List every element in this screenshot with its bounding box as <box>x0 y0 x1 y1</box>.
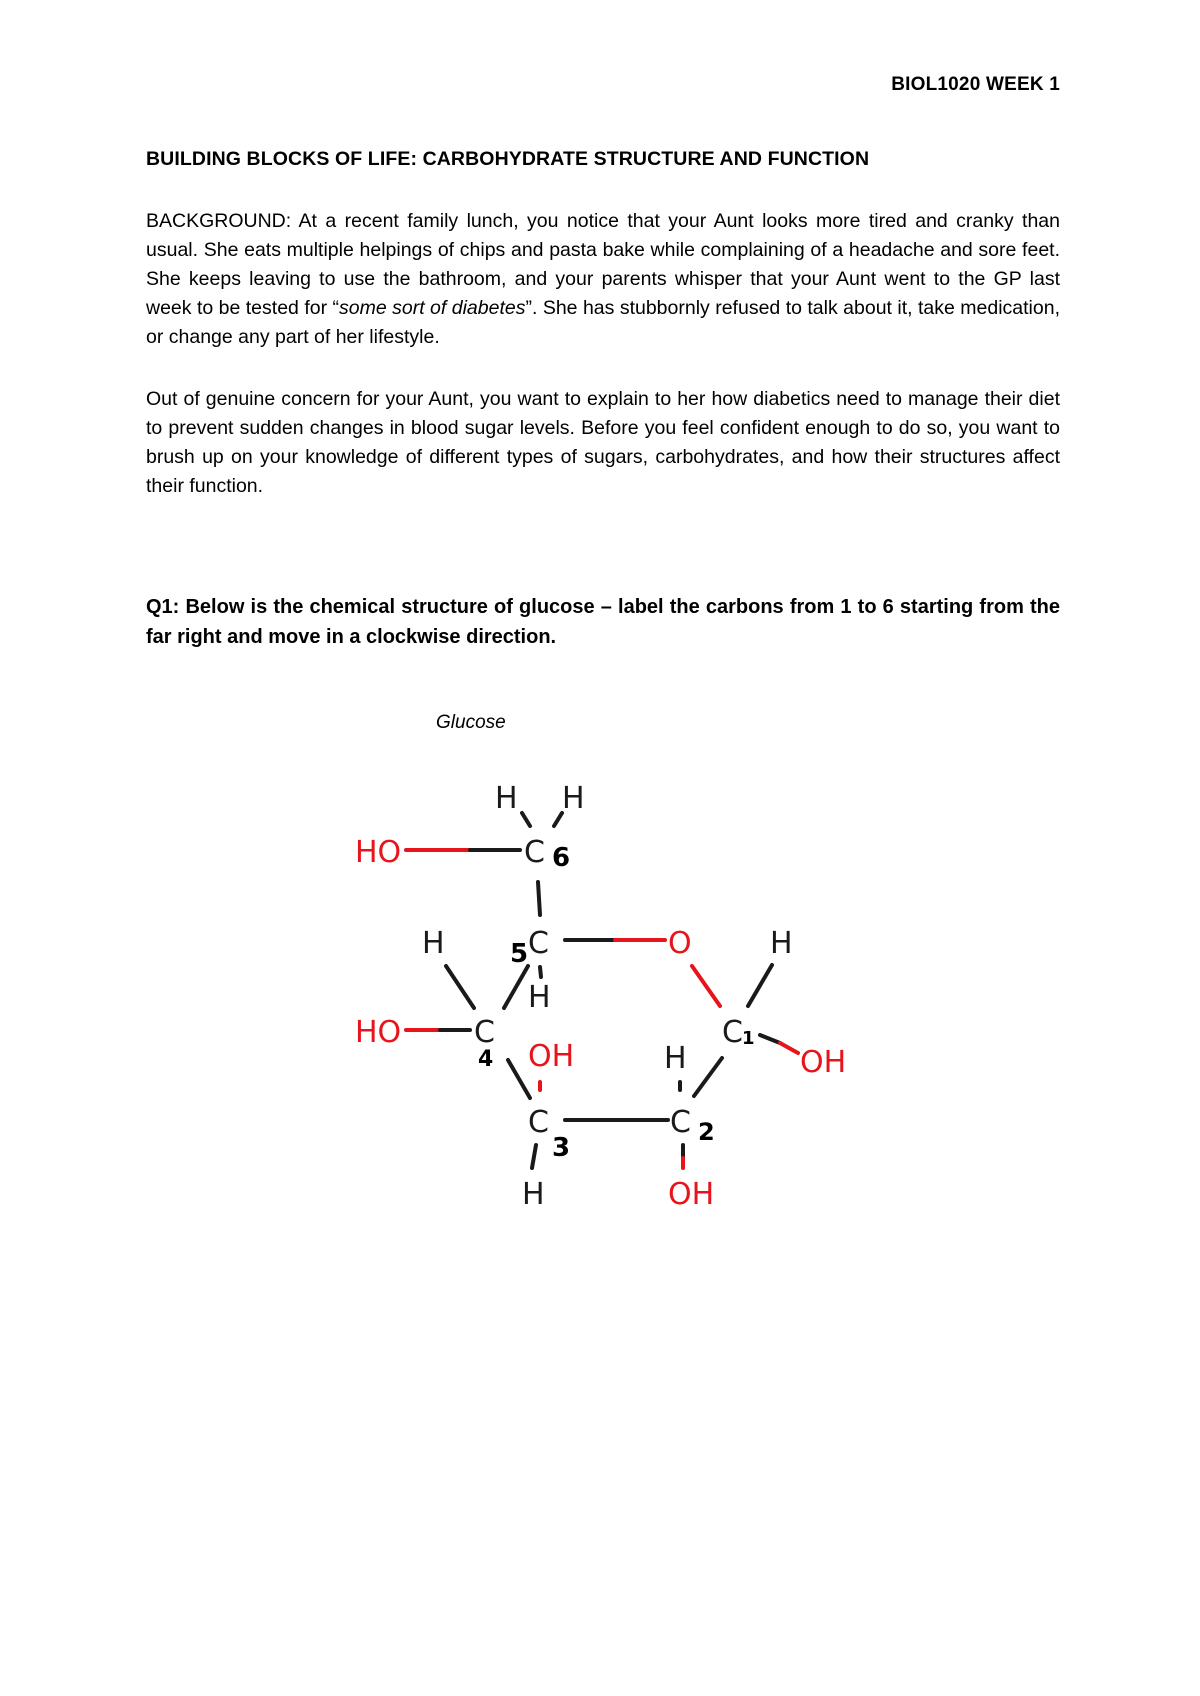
document-title: BUILDING BLOCKS OF LIFE: CARBOHYDRATE STRUCTURE AND FUNCTION <box>146 148 870 170</box>
bond-c6-h <box>554 813 562 826</box>
atom-o-ring: O <box>668 926 692 961</box>
atom-c1: C <box>722 1015 743 1050</box>
label-carbon-5: 5 <box>510 939 529 969</box>
atom-c6: C <box>524 835 545 870</box>
atom-c2: C <box>670 1105 691 1140</box>
atom-h: H <box>562 781 585 816</box>
background-quote: some sort of diabetes <box>339 297 526 319</box>
atom-h: H <box>528 980 551 1015</box>
atom-oh: OH <box>528 1039 575 1074</box>
label-carbon-3: 3 <box>552 1133 571 1163</box>
atom-c4: C <box>474 1015 495 1050</box>
atom-h: H <box>422 926 445 961</box>
atom-h: H <box>664 1041 687 1076</box>
label-carbon-6: 6 <box>552 843 571 873</box>
atom-ho: HO <box>355 1015 402 1050</box>
bond-c2-c1 <box>694 1058 722 1096</box>
concern-paragraph: Out of genuine concern for your Aunt, you want to explain to her how diabetics need to manage their diet to prevent sudden changes in blood sugar levels. Before you feel confident enough to do so, you want to brush up on your knowledge of different types of sugars, carbohydrates, and how their structures affect their function. <box>146 388 1060 497</box>
bond-c4-c3 <box>508 1060 530 1098</box>
bond-c1-h <box>748 965 772 1006</box>
bond-c1-oh <box>760 1035 780 1043</box>
bond-o-c1 <box>692 966 720 1006</box>
label-carbon-2: 2 <box>698 1118 715 1146</box>
atom-c5: C <box>528 926 549 961</box>
bond-c5-c4 <box>504 966 528 1008</box>
bond-c3-h <box>532 1145 536 1168</box>
atom-oh: OH <box>668 1177 715 1212</box>
background-text: BACKGROUND: At a recent family lunch, you notice that your Aunt looks more tired and cranky than usual. She eats multiple helpings of chips and pasta bake while complaining of a headache and sore feet. She keeps leaving to use the bathroom, and your parents whisper that your Aunt went to the GP last week to be tested for “ <box>146 210 1060 319</box>
handwritten-carbon-labels <box>478 843 755 1163</box>
bond-c4-h <box>446 966 474 1008</box>
atom-oh: OH <box>800 1045 847 1080</box>
label-carbon-4: 4 <box>478 1047 494 1072</box>
figure-caption: Glucose <box>436 712 506 733</box>
bond-c6-h <box>522 813 530 826</box>
atom-c3: C <box>528 1105 549 1140</box>
atom-h: H <box>495 781 518 816</box>
bond-c6-c5 <box>538 882 540 915</box>
course-code-header: BIOL1020 WEEK 1 <box>891 74 1060 95</box>
label-carbon-1: 1 <box>742 1028 755 1049</box>
atom-ho: HO <box>355 835 402 870</box>
atom-h: H <box>770 926 793 961</box>
atoms <box>355 781 846 1212</box>
bond-c1-oh <box>780 1043 798 1053</box>
question-1: Q1: Below is the chemical structure of glucose – label the carbons from 1 to 6 starting from the far right and move in a clockwise direction. <box>146 596 1060 648</box>
bonds <box>406 813 798 1168</box>
atom-h: H <box>522 1177 545 1212</box>
background-text-tail: ”. She has stubbornly refused to talk about it, take medication, or change any part of her lifestyle. <box>146 297 1060 348</box>
bond-c5-h <box>540 967 541 977</box>
